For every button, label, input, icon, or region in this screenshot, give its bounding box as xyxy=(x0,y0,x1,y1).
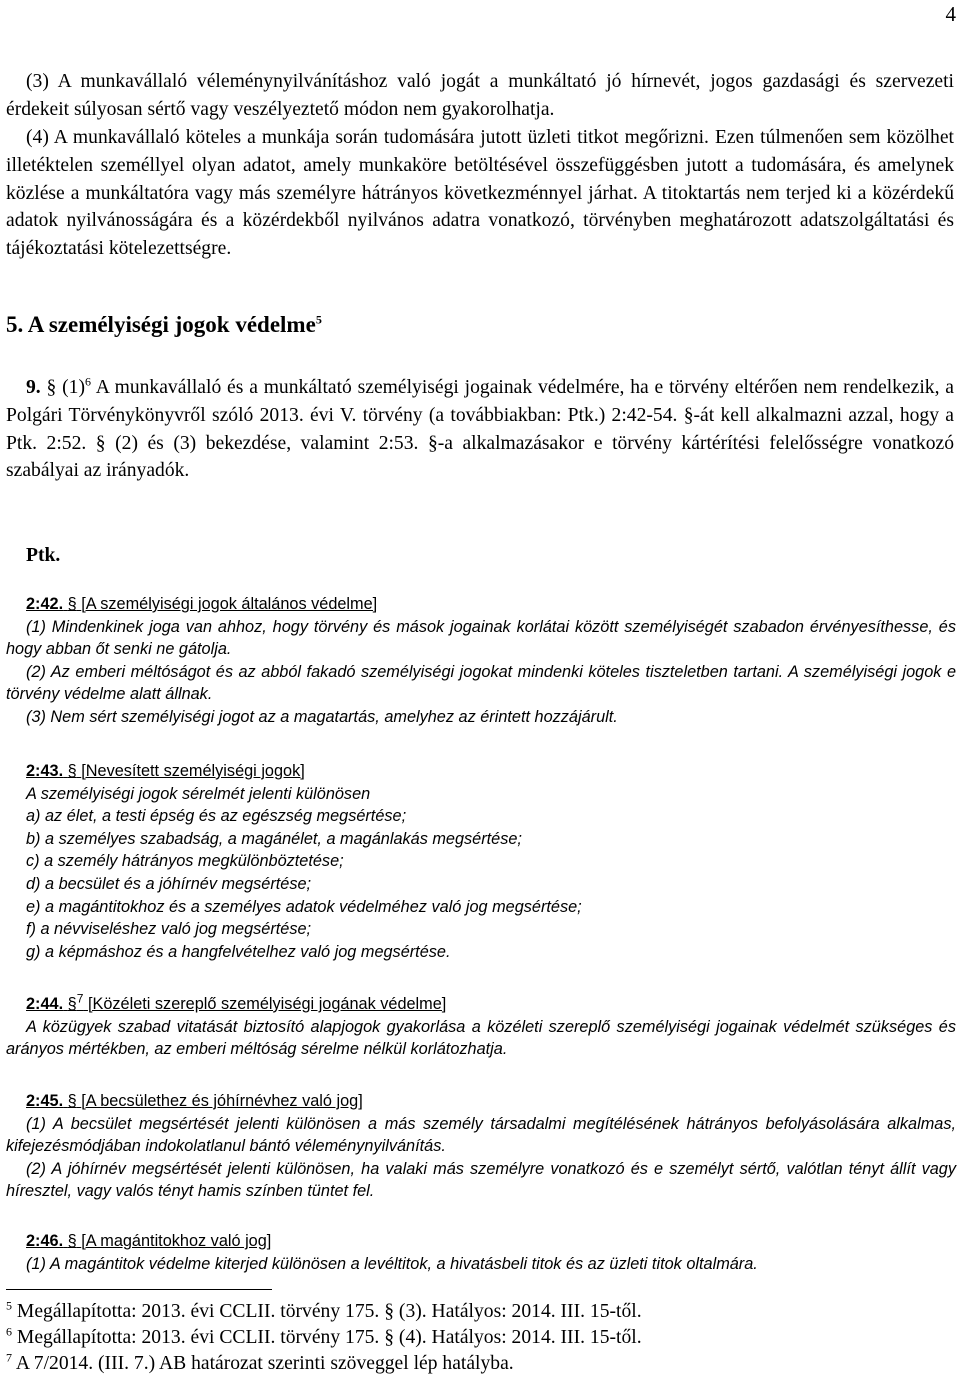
paragraph-9 xyxy=(6,374,954,485)
article-paragraph: (1) A magántitok védelme kiterjed különösen a levéltitok, a hivatásbeli titok és az üzleti titok oltalmára. xyxy=(26,1254,758,1273)
section-sign: § xyxy=(67,995,77,1013)
footnote-ref-7: 7 xyxy=(76,991,84,1006)
footnote-text: A 7/2014. (III. 7.) AB határozat szerinti szöveggel lép hatályba. xyxy=(15,1353,514,1374)
footnote-5 xyxy=(6,1300,642,1323)
article-heading xyxy=(6,1230,956,1253)
footnote-text: Megállapította: 2013. évi CCLII. törvény 175. § (3). Hatályos: 2014. III. 15-től. xyxy=(16,1301,642,1322)
section-sign: § xyxy=(67,762,77,780)
article-title: [Közéleti szereplő személyiségi jogának védelme] xyxy=(87,995,447,1013)
article-number: 9. xyxy=(26,377,41,398)
footnote-ref-5: 5 xyxy=(315,312,322,327)
subsection-number: (1) xyxy=(62,377,85,398)
footnote-mark: 6 xyxy=(6,1324,12,1339)
article-paragraph: (3) Nem sért személyiségi jogot az a magatartás, amelyhez az érintett hozzájárult. xyxy=(26,707,618,726)
paragraph-9-text: A munkavállaló és a munkáltató személyiségi jogainak védelmére, ha e törvény eltérően nem rendelkezik, a Polgári Törvénykönyvről szóló 2013. évi V. törvény (a továbbiakban: Ptk.) 2:42-54. §-át kell alkalmazni azzal, hogy a Ptk. 2:52. § (2) és (3) bekezdése, valamint 2:53. §-a alkalmazásakor e törvény kártérítési felelősségre vonatkozó szabályai az irányadók. xyxy=(6,377,954,482)
article-heading xyxy=(6,593,956,616)
article-number: 2:45. xyxy=(26,1092,64,1110)
article-number: 2:42. xyxy=(26,595,64,613)
section-heading xyxy=(6,310,322,340)
article-paragraph: (2) Az emberi méltóságot és az abból fakadó személyiségi jogokat mindenki köteles tiszteletben tartani. A személyiségi jogok e törvény védelme alatt állnak. xyxy=(6,662,956,704)
article-number: 2:43. xyxy=(26,762,64,780)
footnote-7 xyxy=(6,1352,514,1375)
list-item: d) a becsület és a jóhírnév megsértése; xyxy=(26,874,312,893)
section-sign: § xyxy=(67,595,77,613)
list-item: c) a személy hátrányos megkülönböztetése; xyxy=(26,852,344,871)
paragraph-3: (3) A munkavállaló véleménynyilvánításhoz való jogát a munkáltató jó hírnevét, jogos gazdasági és szervezeti érdekeit súlyosan sértő vagy veszélyeztető módon nem gyakorolhatja. xyxy=(6,71,954,120)
ptk-2-45 xyxy=(6,1090,956,1203)
footnote-divider xyxy=(6,1289,272,1290)
article-title: [A becsülethez és jóhírnévhez való jog] xyxy=(81,1092,363,1110)
article-title: [A magántitokhoz való jog] xyxy=(81,1232,272,1250)
list-item: b) a személyes szabadság, a magánélet, a magánlakás megsértése; xyxy=(26,829,522,848)
footnote-mark: 7 xyxy=(6,1350,12,1365)
article-paragraph: (1) A becsület megsértését jelenti különösen a más személy társadalmi megítélésének hátrányos befolyásolására alkalmas, kifejezésmódjában indokolatlanul bántó véleménynyilvánítás. xyxy=(6,1114,956,1156)
footnote-mark: 5 xyxy=(6,1298,12,1313)
list-item: e) a magántitokhoz és a személyes adatok védelméhez való jog megsértése; xyxy=(26,897,582,916)
footnote-text: Megállapította: 2013. évi CCLII. törvény 175. § (4). Hatályos: 2014. III. 15-től. xyxy=(16,1327,642,1348)
ptk-heading: Ptk. xyxy=(26,545,61,566)
ptk-2-42 xyxy=(6,593,956,729)
list-item: f) a névviseléshez való jog megsértése; xyxy=(26,920,312,939)
section-title: 5. A személyiségi jogok védelme xyxy=(6,312,316,337)
section-sign: § xyxy=(67,1232,77,1250)
article-paragraph: (1) Mindenkinek joga van ahhoz, hogy törvény és mások jogainak korlátai között személyiségét szabadon érvényesíthesse, és hogy abban őt senki ne gátolja. xyxy=(6,617,956,659)
list-item: a) az élet, a testi épség és az egészség megsértése; xyxy=(26,807,407,826)
list-item: g) a képmáshoz és a hangfelvételhez való jog megsértése. xyxy=(26,942,451,961)
article-heading xyxy=(6,993,956,1016)
article-intro: A személyiségi jogok sérelmét jelenti különösen xyxy=(26,784,371,803)
section-sign: § xyxy=(67,1092,77,1110)
article-title: [A személyiségi jogok általános védelme] xyxy=(81,595,378,613)
page-number: 4 xyxy=(945,2,956,26)
ptk-2-46 xyxy=(6,1230,956,1275)
paragraph-4: (4) A munkavállaló köteles a munkája során tudomására jutott üzleti titkot megőrizni. Ezen túlmenően sem közölhet illetéktelen személlyel olyan adatot, amely munkaköre betöltésével összefüggésben jutott a tudomására, és amelynek közlése a munkáltatóra vagy más személyre hátrányos következménnyel járhat. A titoktartás nem terjed ki a közérdekű adatok nyilvánosságára és a közérdekből nyilvános adatra vonatkozó, törvényben meghatározott adatszolgáltatási és tájékoztatási kötelezettségre. xyxy=(6,127,954,260)
article-paragraph: A közügyek szabad vitatását biztosító alapjogok gyakorlása a közéleti szereplő személyiségi jogainak védelmét szükséges és arányos mértékben, az emberi méltóság sérelme nélkül korlátozhatja. xyxy=(6,1017,956,1059)
article-heading xyxy=(6,760,956,783)
footnote-6 xyxy=(6,1326,642,1349)
ptk-2-44 xyxy=(6,993,956,1061)
article-paragraph: (2) A jóhírnév megsértését jelenti különösen, ha valaki más személyre vonatkozó és e személyt sértő, valótlan tényt állít vagy híresztel, vagy valós tényt hamis színben tüntet fel. xyxy=(6,1159,956,1201)
section-sign: § xyxy=(46,377,57,398)
article-number: 2:46. xyxy=(26,1232,64,1250)
footnote-ref-6: 6 xyxy=(84,374,91,389)
article-title: [Nevesített személyiségi jogok] xyxy=(81,762,305,780)
article-number: 2:44. xyxy=(26,995,64,1013)
article-heading xyxy=(6,1090,956,1113)
ptk-2-43 xyxy=(6,760,956,963)
